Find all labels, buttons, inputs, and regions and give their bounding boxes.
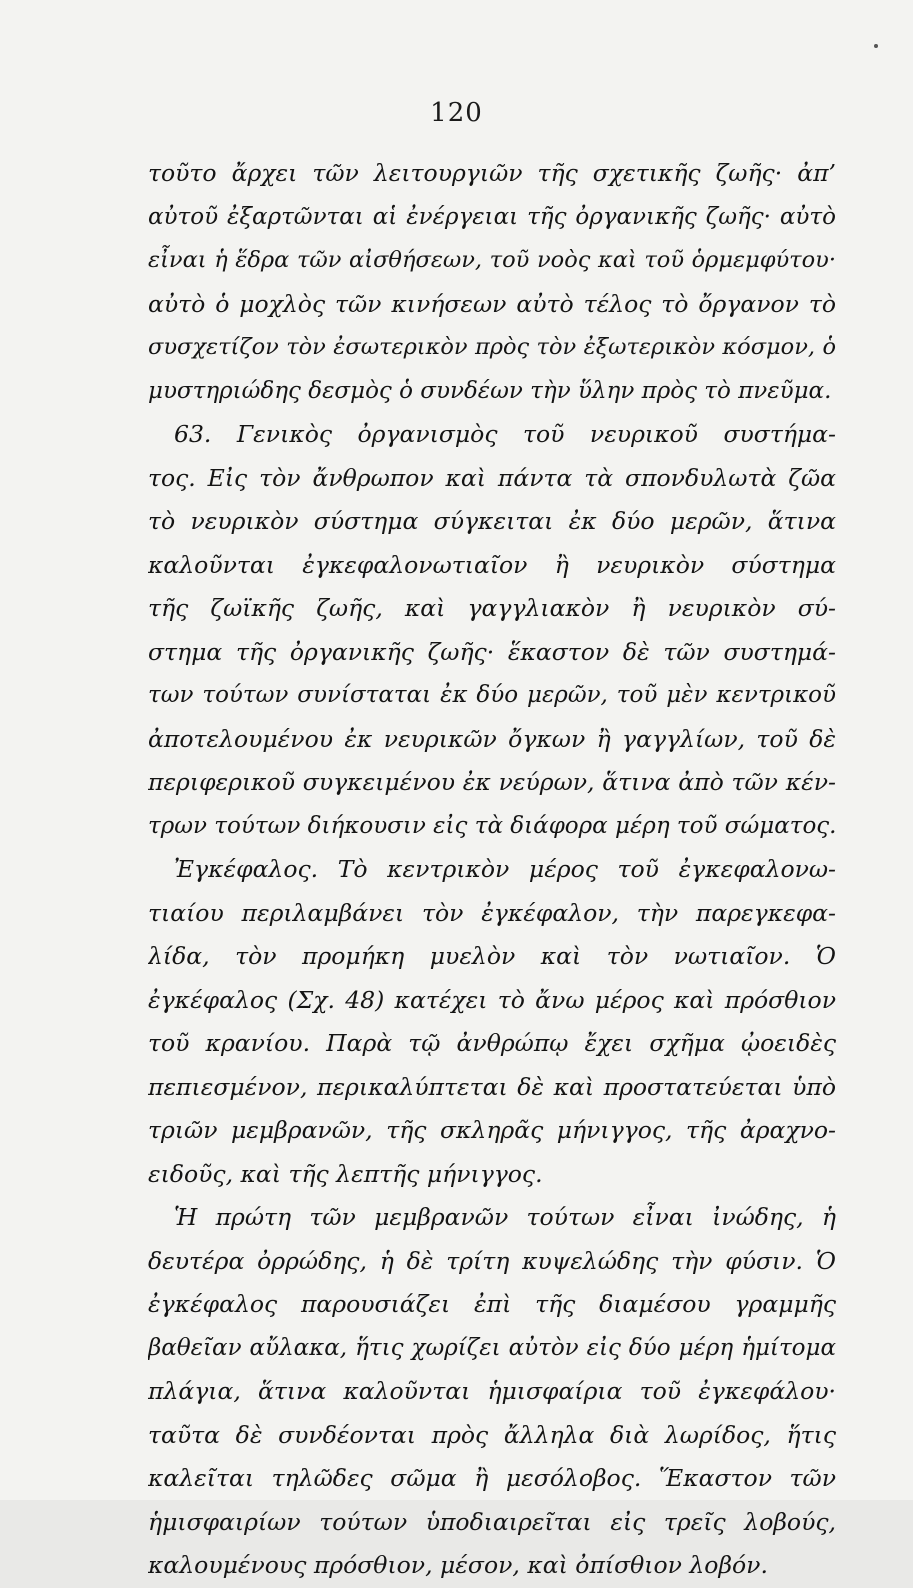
text-line: καλουμένους πρόσθιον, μέσον, καὶ ὀπίσθιον λοβόν. xyxy=(148,1551,768,1579)
text-line: τῆς ζωϊκῆς ζωῆς, καὶ γαγγλιακὸν ἢ νευρικὸν σύ- xyxy=(148,594,836,622)
text-line: τριῶν μεμβρανῶν, τῆς σκληρᾶς μήνιγγος, τῆς ἀραχνο- xyxy=(148,1116,836,1144)
body-text xyxy=(148,152,836,1588)
text-line: των τούτων συνίσταται ἐκ δύο μερῶν, τοῦ μὲν κεντρικοῦ xyxy=(148,682,836,708)
text-line: μυστηριώδης δεσμὸς ὁ συνδέων τὴν ὕλην πρὸς τὸ πνεῦμα. xyxy=(148,377,832,404)
text-line: ἐγκέφαλος (Σχ. 48) κατέχει τὸ ἄνω μέρος καὶ πρόσθιον xyxy=(148,985,836,1014)
text-line: εἶναι ἡ ἕδρα τῶν αἰσθήσεων, τοῦ νοὸς καὶ τοῦ ὁρμεμφύτου· xyxy=(148,247,836,273)
text-line: δευτέρα ὀρρώδης, ἡ δὲ τρίτη κυψελώδης τὴν φύσιν. Ὁ xyxy=(148,1246,836,1275)
text-line: λίδα, τὸν προμήκη μυελὸν καὶ τὸν νωτιαῖον. Ὁ xyxy=(148,942,836,970)
text-line: καλεῖται τηλῶδες σῶμα ἢ μεσόλοβος. Ἕκαστον τῶν xyxy=(148,1464,836,1492)
text-line: αὐτοῦ ἐξαρτῶνται αἱ ἐνέργειαι τῆς ὀργανικῆς ζωῆς· αὐτὸ xyxy=(148,203,836,230)
text-line: τοῦ κρανίου. Παρὰ τῷ ἀνθρώπῳ ἔχει σχῆμα ᾠοειδὲς xyxy=(148,1029,836,1057)
text-line: βαθεῖαν αὔλακα, ἥτις χωρίζει αὐτὸν εἰς δύο μέρη ἡμίτομα xyxy=(148,1334,836,1361)
text-line: τοῦτο ἄρχει τῶν λειτουργιῶν τῆς σχετικῆς ζωῆς· ἀπ’ xyxy=(148,159,836,187)
page-number: 120 xyxy=(430,98,483,128)
text-line: στημα τῆς ὀργανικῆς ζωῆς· ἕκαστον δὲ τῶν συστημά- xyxy=(148,637,836,666)
text-line: αὐτὸ ὁ μοχλὸς τῶν κινήσεων αὐτὸ τέλος τὸ ὄργανον τὸ xyxy=(148,289,836,318)
text-line: 63. Γενικὸς ὀργανισμὸς τοῦ νευρικοῦ συστήμα- xyxy=(174,420,836,448)
ink-speck xyxy=(874,44,878,48)
text-line: τος. Εἰς τὸν ἄνθρωπον καὶ πάντα τὰ σπονδυλωτὰ ζῶα xyxy=(148,463,836,492)
text-line: ειδοῦς, καὶ τῆς λεπτῆς μήνιγγος. xyxy=(148,1159,543,1188)
text-line: ἡμισφαιρίων τούτων ὑποδιαιρεῖται εἰς τρεῖς λοβούς, xyxy=(148,1507,836,1536)
text-line: τρων τούτων διήκουσιν εἰς τὰ διάφορα μέρη τοῦ σώματος. xyxy=(148,812,836,839)
text-line: περιφερικοῦ συγκειμένου ἐκ νεύρων, ἅτινα ἀπὸ τῶν κέν- xyxy=(148,768,836,796)
text-line: ἐγκέφαλος παρουσιάζει ἐπὶ τῆς διαμέσου γραμμῆς xyxy=(148,1290,836,1318)
text-line: καλοῦνται ἐγκεφαλονωτιαῖον ἢ νευρικὸν σύστημα xyxy=(148,550,836,579)
text-line: συσχετίζον τὸν ἐσωτερικὸν πρὸς τὸν ἐξωτερικὸν κόσμον, ὁ xyxy=(148,334,836,360)
text-line: ταῦτα δὲ συνδέονται πρὸς ἄλληλα διὰ λωρίδος, ἥτις xyxy=(148,1420,836,1449)
text-line: τιαίου περιλαμβάνει τὸν ἐγκέφαλον, τὴν παρεγκεφα- xyxy=(148,898,836,927)
text-line: ἀποτελουμένου ἐκ νευρικῶν ὄγκων ἢ γαγγλίων, τοῦ δὲ xyxy=(148,724,836,753)
text-line: τὸ νευρικὸν σύστημα σύγκειται ἐκ δύο μερῶν, ἅτινα xyxy=(148,507,836,535)
text-line: πεπιεσμένον, περικαλύπτεται δὲ καὶ προστατεύεται ὑπὸ xyxy=(148,1072,836,1101)
text-line: πλάγια, ἅτινα καλοῦνται ἡμισφαίρια τοῦ ἐγκεφάλου· xyxy=(148,1377,836,1405)
text-line: Ἐγκέφαλος. Τὸ κεντρικὸν μέρος τοῦ ἐγκεφαλονω- xyxy=(174,855,836,883)
text-line: Ἡ πρώτη τῶν μεμβρανῶν τούτων εἶναι ἰνώδης, ἡ xyxy=(174,1203,836,1231)
